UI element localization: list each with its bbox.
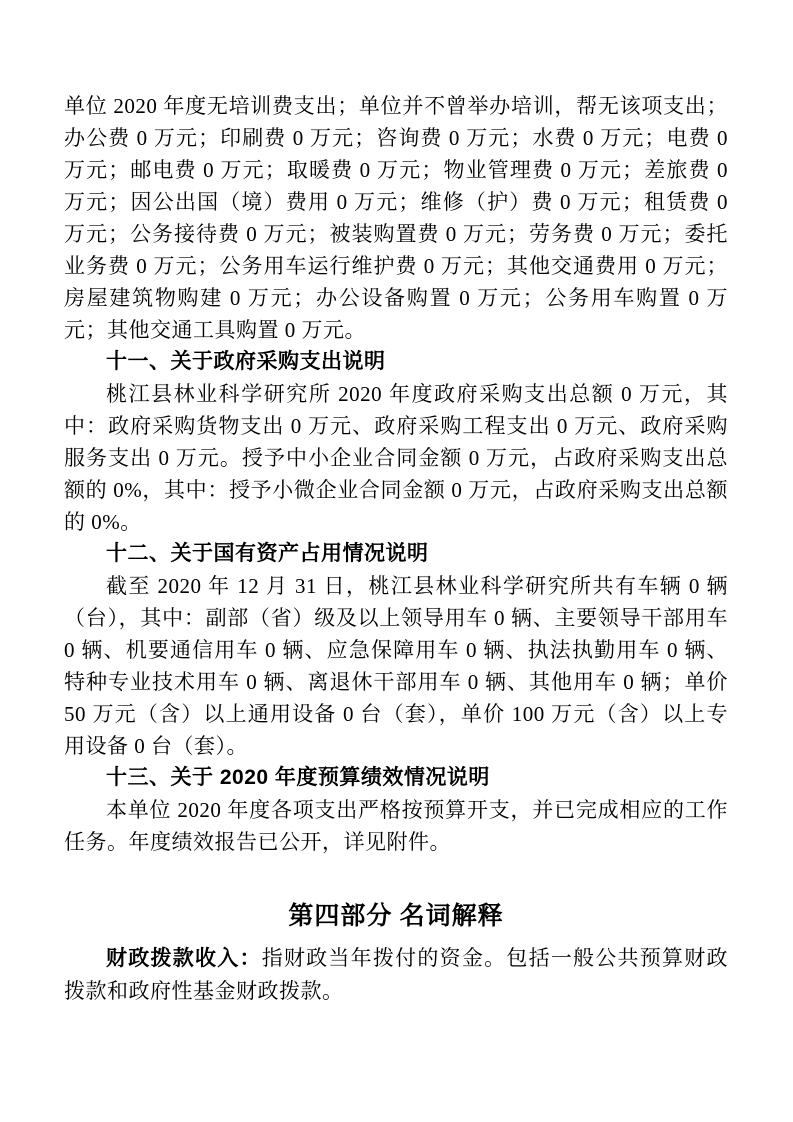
paragraph-gov-procurement-detail: 桃江县林业科学研究所 2020 年度政府采购支出总额 0 万元，其中：政府采购货物支出 0 万元、政府采购工程支出 0 万元、政府采购服务支出 0 万元。授予中小企业合同金额 0 万元，占政府采购支出总额的 0%，其中：授予小微企业合同金额 0 万元，占政府采购支出总额的 0%。 [64, 382, 728, 534]
heading-section-12-state-assets: 十二、关于国有资产占用情况说明 [106, 542, 429, 565]
paragraph-state-assets-detail: 截至 2020 年 12 月 31 日，桃江县林业科学研究所共有车辆 0 辆（台），其中：副部（省）级及以上领导用车 0 辆、主要领导干部用车 0 辆、机要通信用车 0 辆、应急保障用车 0 辆、执法执勤用车 0 辆、特种专业技术用车 0 辆、离退休干部用车 0 辆、其他用车 0 辆；单价 50 万元（含）以上通用设备 0 台（套），单价 100 万元（含）以上专用设备 0 台（套）。 [64, 574, 728, 758]
heading-section-13-budget-performance: 十三、关于 2020 年度预算绩效情况说明 [106, 766, 490, 789]
term-label: 财政拨款收入： [106, 947, 262, 970]
paragraph-budget-performance-detail: 本单位 2020 年度各项支出严格按预算开支，并已完成相应的工作任务。年度绩效报告已公开，详见附件。 [64, 798, 728, 854]
term-definition: 指财政当年拨付的资金。包括一般公共预算财政拨款和政府性基金财政拨款。 [64, 946, 729, 1003]
paragraph-training-and-expense-items: 单位 2020 年度无培训费支出；单位并不曾举办培训，帮无该项支出；办公费 0 万元；印刷费 0 万元；咨询费 0 万元；水费 0 万元；电费 0 万元；邮电费 0 万元；取暖费 0 万元；物业管理费 0 万元；差旅费 0 万元；因公出国（境）费用 0 万元；维修（护）费 0 万元；租赁费 0 万元；公务接待费 0 万元；被装购置费 0 万元；劳务费 0 万元；委托业务费 0 万元；公务用车运行维护费 0 万元；其他交通费用 0 万元；房屋建筑物购建 0 万元；办公设备购置 0 万元；公务用车购置 0 万元；其他交通工具购置 0 万元。 [64, 94, 728, 342]
heading-section-11-gov-procurement: 十一、关于政府采购支出说明 [106, 350, 386, 373]
part-4-title-glossary: 第四部分 名词解释 [288, 903, 504, 930]
paragraph-term-fiscal-appropriation [64, 942, 728, 1007]
